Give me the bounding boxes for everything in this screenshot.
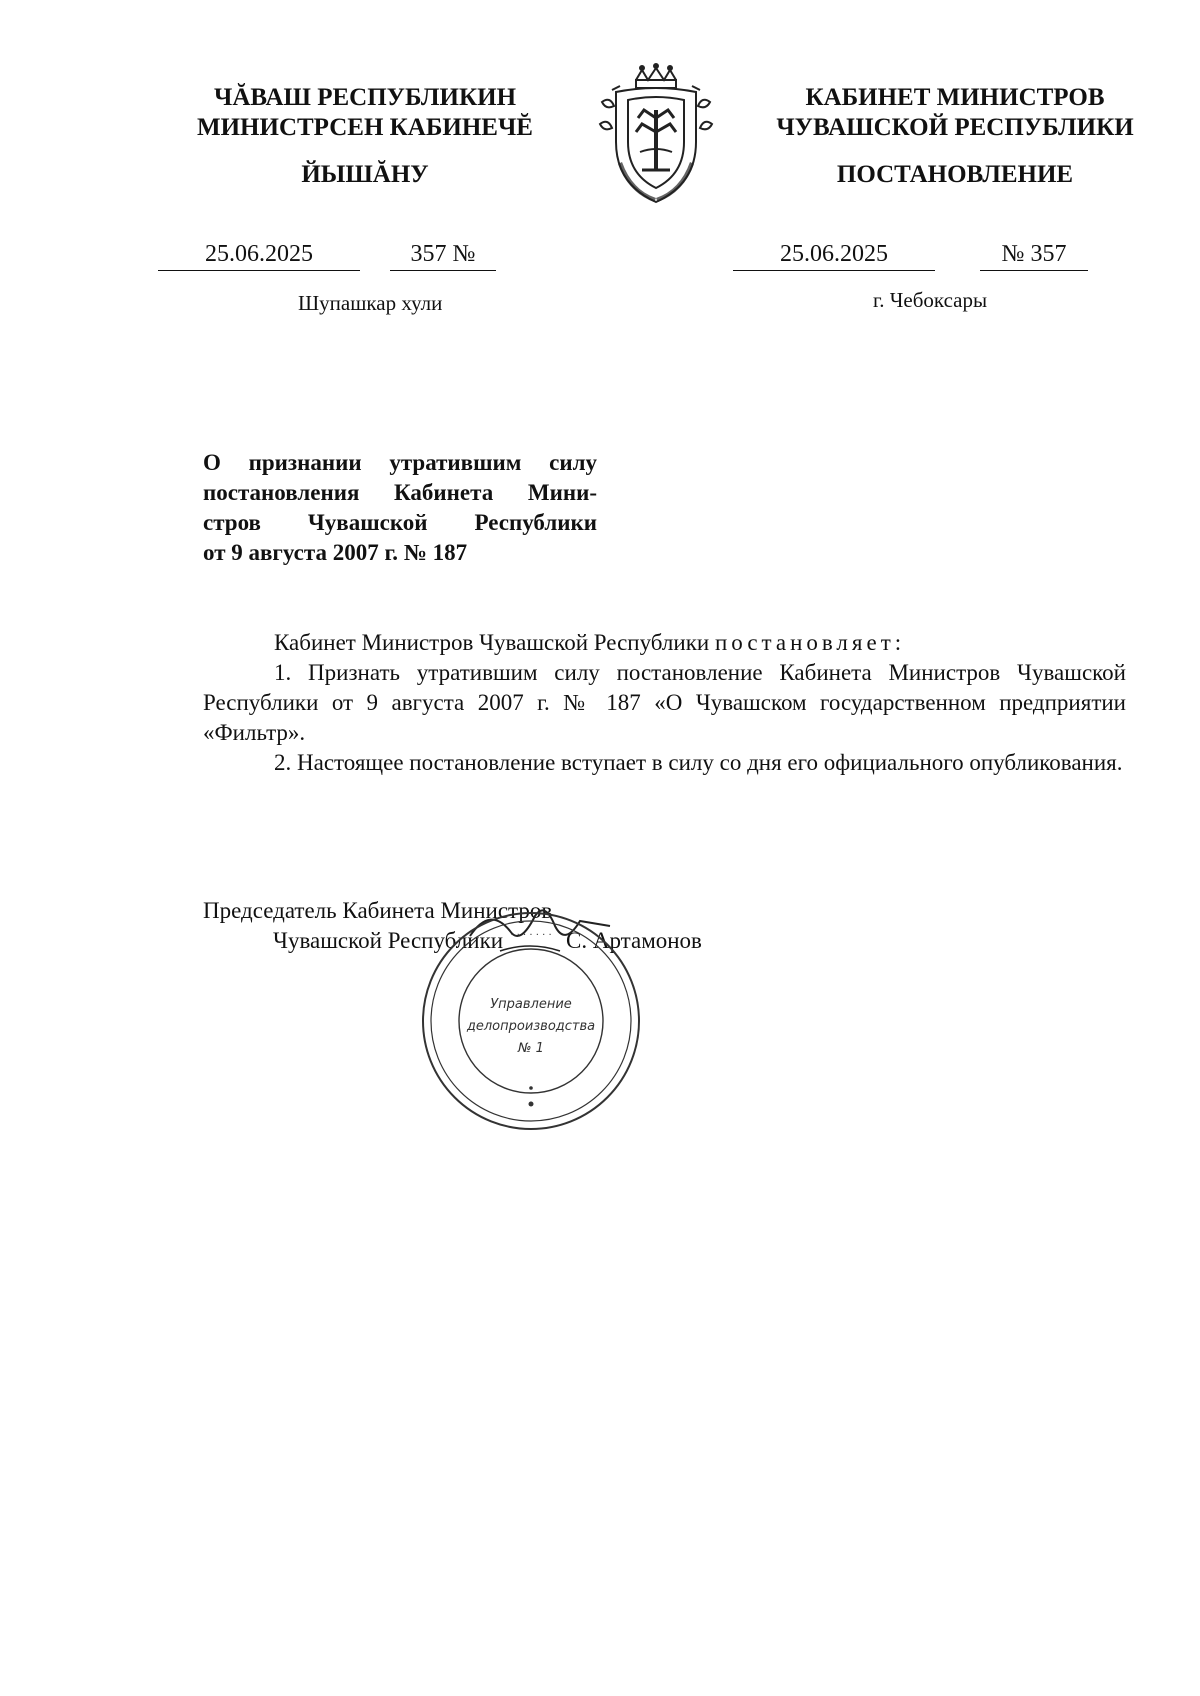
document-body <box>203 628 1126 778</box>
header-right-doc-type: ПОСТАНОВЛЕНИЕ <box>836 161 1074 188</box>
city-right: г. Чебоксары <box>873 288 988 312</box>
item-2: 2. Настоящее постановление вступает в силу со дня его официального опубликования. <box>274 750 1123 775</box>
right-date-field: 25.06.2025 <box>733 240 935 271</box>
coat-of-arms-emblem <box>592 62 720 210</box>
header-left-doc-type: ЙЫШĂНУ <box>301 161 429 188</box>
signature-name: С. Артамонов <box>566 928 702 953</box>
header-left-title-line1: ЧĂВАШ РЕСПУБЛИКИН <box>213 84 517 111</box>
city-left: Шупашкар хули <box>298 291 443 315</box>
title-line-4: от 9 августа 2007 г. № 187 <box>203 540 468 565</box>
preamble-verb: постановляет: <box>714 630 906 655</box>
header-left-title-line2: МИНИСТРСЕН КАБИНЕЧĔ <box>197 114 533 141</box>
document-title <box>203 448 597 568</box>
title-line-2: постановления Кабинета Мини- <box>203 480 597 505</box>
left-number-field: 357 № <box>390 240 496 271</box>
item-1: 1. Признать утратившим силу постановление Кабинета Министров Чувашской Республики от 9 августа 2007 г. № 187 «О Чувашском государственном предприятии «Фильтр». <box>203 660 1126 745</box>
signature-title-line1: Председатель Кабинета Министров <box>203 898 553 923</box>
preamble-text: Кабинет Министров Чувашской Республики <box>274 630 710 655</box>
official-stamp <box>418 908 644 1134</box>
preamble <box>203 628 1126 658</box>
title-line-1: О признании утратившим силу <box>203 450 597 475</box>
stamp-ring-text-top: · · · · · · · <box>510 930 552 941</box>
header-right-title-line2: ЧУВАШСКОЙ РЕСПУБЛИКИ <box>776 114 1134 141</box>
right-number-field: № 357 <box>980 240 1088 271</box>
header-right-title-line1: КАБИНЕТ МИНИСТРОВ <box>805 84 1105 111</box>
left-date-field: 25.06.2025 <box>158 240 360 271</box>
title-line-3: стров Чувашской Республики <box>203 510 597 535</box>
signature-title-line2: Чувашской Республики <box>273 928 504 953</box>
stamp-center-line2: делопроизводства <box>466 1019 596 1034</box>
stamp-center-line3: № 1 <box>518 1041 544 1056</box>
stamp-center-line1: Управление <box>490 997 572 1012</box>
